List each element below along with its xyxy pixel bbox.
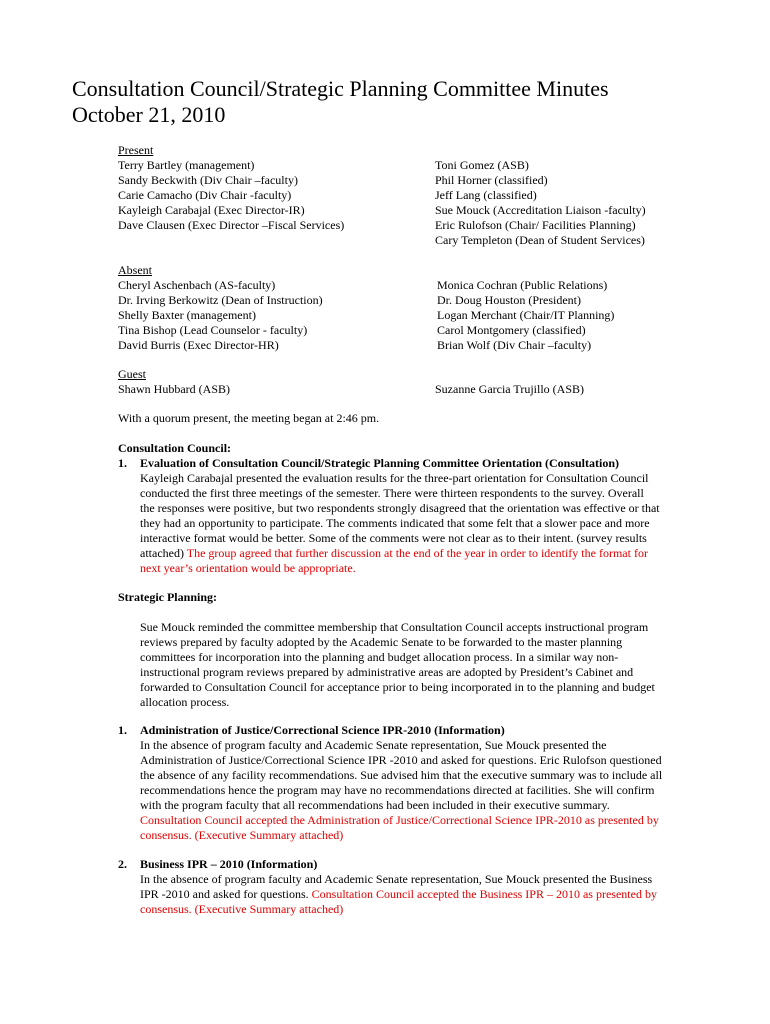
absentee: Logan Merchant (Chair/IT Planning) [437,308,615,322]
absentee: Brian Wolf (Div Chair –faculty) [437,338,592,352]
attendee: Sue Mouck (Accreditation Liaison -faculty) [435,203,646,217]
strategic-item-1 [140,723,695,843]
guest-right [435,382,584,397]
guest-name: Suzanne Garcia Trujillo (ASB) [435,382,584,396]
absentee: Carol Montgomery (classified) [437,323,586,337]
item-text-line: Kayleigh Carabajal presented the evaluation results for the three-part orientation for Consultation Council [140,471,649,485]
absent-heading: Absent [118,263,152,277]
attendee: Sandy Beckwith (Div Chair –faculty) [118,173,298,187]
guest-name: Shawn Hubbard (ASB) [118,382,230,396]
attendee: Carie Camacho (Div Chair -faculty) [118,188,292,202]
absent-section [118,263,688,358]
absentee: Tina Bishop (Lead Counselor - faculty) [118,323,308,337]
consultation-heading: Consultation Council: [118,441,232,455]
item-text-line: conducted the first three meetings of the semester. There were thirteen respondents to the survey. Overall [140,486,644,500]
intro-line: committees for incorporation into the planning and budget allocation process. In a similar way non- [140,650,619,664]
document-title [72,76,609,128]
present-heading: Present [118,143,154,157]
item-text-black: attached) [140,546,187,560]
item-number: 2. [118,857,127,871]
absentee: Monica Cochran (Public Relations) [437,278,608,292]
present-left-list [118,158,344,233]
absentee: Cheryl Aschenbach (AS-faculty) [118,278,276,292]
item-text-line [140,546,695,561]
item-text-line: with the program faculty that all recommendations had been included in their executive summary. [140,798,610,812]
item-text-line: recommendations hence the program may have no recommendations directed at facilities. She will confirm [140,783,655,797]
absentee: Dr. Irving Berkowitz (Dean of Instruction) [118,293,323,307]
attendee: Dave Clausen (Exec Director –Fiscal Services) [118,218,345,232]
item-title: Administration of Justice/Correctional Science IPR-2010 (Information) [140,723,505,737]
item-decision-text: next year’s orientation would be appropriate. [140,561,356,575]
intro-line: reviews prepared by faculty adopted by the Academic Senate to be forwarded to the master planning [140,635,623,649]
title-line-2: October 21, 2010 [72,102,226,127]
intro-line: allocation process. [140,695,230,709]
strategic-intro [140,620,695,710]
title-line-1: Consultation Council/Strategic Planning Committee Minutes [72,76,609,101]
attendee: Eric Rulofson (Chair/ Facilities Planning) [435,218,636,232]
item-decision-text: Consultation Council accepted the Business IPR – 2010 as presented by [311,887,657,901]
attendee: Cary Templeton (Dean of Student Services) [435,233,645,247]
absentee: David Burris (Exec Director-HR) [118,338,279,352]
present-section [118,143,688,253]
item-text-line: they had an opportunity to participate. The comments indicated that some felt that a slower pace and more [140,516,650,530]
absentee: Shelly Baxter (management) [118,308,256,322]
absent-right-list [437,278,614,353]
item-text-line: interactive format would be better. Some of the comments were not clear as to their intent. (survey results [140,531,647,545]
item-decision-text: consensus. (Executive Summary attached) [140,828,344,842]
item-text-line: In the absence of program faculty and Academic Senate representation, Sue Mouck presented the Business [140,872,653,886]
absent-left-list [118,278,323,353]
guest-left [118,382,230,397]
present-right-list [435,158,646,248]
item-text-black: IPR -2010 and asked for questions. [140,887,312,901]
attendee: Jeff Lang (classified) [435,188,537,202]
intro-line: Sue Mouck reminded the committee membership that Consultation Council accepts instructional program [140,620,649,634]
attendee: Toni Gomez (ASB) [435,158,529,172]
consultation-item-1 [140,456,695,576]
item-title: Business IPR – 2010 (Information) [140,857,318,871]
absentee: Dr. Doug Houston (President) [437,293,581,307]
item-number: 1. [118,456,127,470]
strategic-heading: Strategic Planning: [118,590,217,604]
attendee: Phil Horner (classified) [435,173,548,187]
item-decision-text: consensus. (Executive Summary attached) [140,902,344,916]
attendee: Kayleigh Carabajal (Exec Director-IR) [118,203,305,217]
guest-section [118,367,688,399]
guest-heading: Guest [118,367,146,381]
attendee: Terry Bartley (management) [118,158,255,172]
item-decision-text: Consultation Council accepted the Administration of Justice/Correctional Science IPR-2010 as presented by [140,813,659,827]
item-text-line: In the absence of program faculty and Academic Senate representation, Sue Mouck presented the [140,738,607,752]
item-decision-text: The group agreed that further discussion at the end of the year in order to identify the format for [186,546,648,560]
item-title: Evaluation of Consultation Council/Strategic Planning Committee Orientation (Consultation) [140,456,620,470]
strategic-item-2 [140,857,695,917]
item-number: 1. [118,723,127,737]
quorum-statement: With a quorum present, the meeting began at 2:46 pm. [118,411,380,425]
item-text-line: the absence of any facility recommendations. Sue advised him that the executive summary was to include all [140,768,663,782]
item-text-line [140,887,695,902]
intro-line: forwarded to Consultation Council for acceptance prior to being incorporated in to the planning and budget [140,680,655,694]
item-text-line: the responses were positive, but two respondents strongly disagreed that the orientation was effective or that [140,501,660,515]
item-text-line: Administration of Justice/Correctional Science IPR -2010 and asked for questions. Eric Rulofson questioned [140,753,662,767]
intro-line: instructional program reviews prepared by administrative areas are adopted by President’s Cabinet and [140,665,634,679]
